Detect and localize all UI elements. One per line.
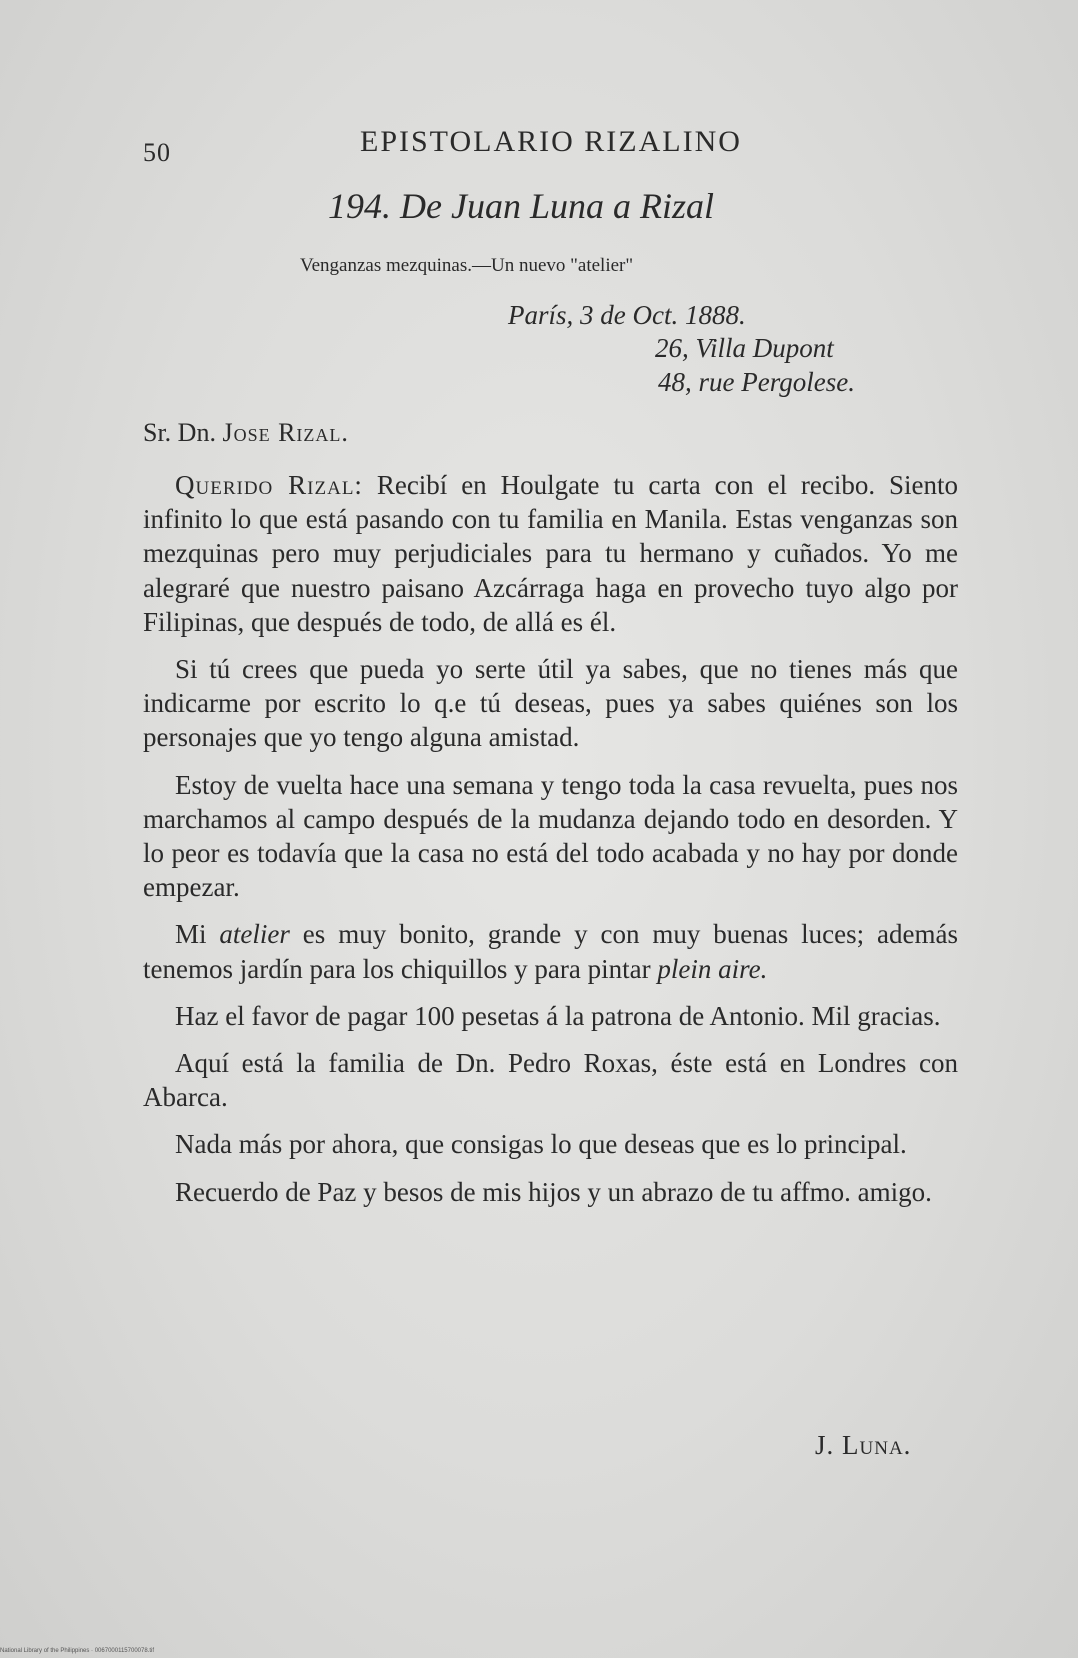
dateline-address-2: 48, rue Pergolese. [658, 367, 855, 397]
paragraph-8: Recuerdo de Paz y besos de mis hijos y un abrazo de tu affmo. amigo. [175, 1176, 932, 1207]
signature: J. Luna. [815, 1430, 912, 1460]
paragraph-4-part-b: es muy bonito, grande y con muy buenas luces; además tenemos jardín para los chiquillos y para pintar [143, 919, 959, 984]
paragraph-1-text: Recibí en Houlgate tu carta con el recibo. Siento infinito lo que está pasando con tu familia en Manila. Estas venganzas son mezquinas pero muy perjudiciales para tu hermano y cuñados. Yo me alegraré que nuestro paisano Azcárraga haga en provecho tuyo algo por Filipinas, que después de todo, de allá es él. [143, 470, 959, 637]
letter-title: 194. De Juan Luna a Rizal [328, 186, 714, 226]
paragraph-6: Aquí está la familia de Dn. Pedro Roxas, éste está en Londres con Abarca. [143, 1048, 958, 1113]
footer-credit: National Library of the Philippines · 0067000115700078.tif [0, 1648, 154, 1654]
paragraph-4-emphasis-plein-aire: plein aire. [657, 953, 768, 984]
letter-subtitle: Venganzas mezquinas.—Un nuevo "atelier" [300, 255, 634, 276]
paragraph-1 [143, 468, 958, 639]
paragraph-4 [143, 917, 958, 985]
dateline-address-1: 26, Villa Dupont [655, 333, 834, 363]
paragraph-7: Nada más por ahora, que consigas lo que deseas que es lo principal. [175, 1129, 907, 1160]
paragraph-2: Si tú crees que pueda yo serte útil ya sabes, que no tienes más que indicarme por escrito lo q.e tú deseas, pues ya sabes quiénes son los personajes que yo tengo alguna amistad. [143, 654, 958, 753]
paragraph-4-part-a: Mi [175, 919, 220, 950]
paragraph-4-emphasis-atelier: atelier [219, 919, 290, 950]
salutation [143, 418, 349, 448]
paragraph-5: Haz el favor de pagar 100 pesetas á la patrona de Antonio. Mil gracias. [175, 1000, 941, 1031]
running-head: EPISTOLARIO RIZALINO [360, 125, 742, 158]
paragraph-3: Estoy de vuelta hace una semana y tengo toda la casa revuelta, pues nos marchamos al campo después de la mudanza dejando todo en desorden. Y lo peor es todavía que la casa no está del todo acabada y no hay por donde empezar. [143, 769, 958, 903]
opening-address: Querido Rizal: [175, 470, 363, 500]
page-number: 50 [143, 138, 171, 167]
letter-body [143, 468, 958, 1222]
salutation-prefix: Sr. Dn. [143, 418, 216, 447]
dateline-place-date: París, 3 de Oct. 1888. [508, 300, 746, 330]
salutation-name: Jose Rizal. [222, 418, 349, 447]
